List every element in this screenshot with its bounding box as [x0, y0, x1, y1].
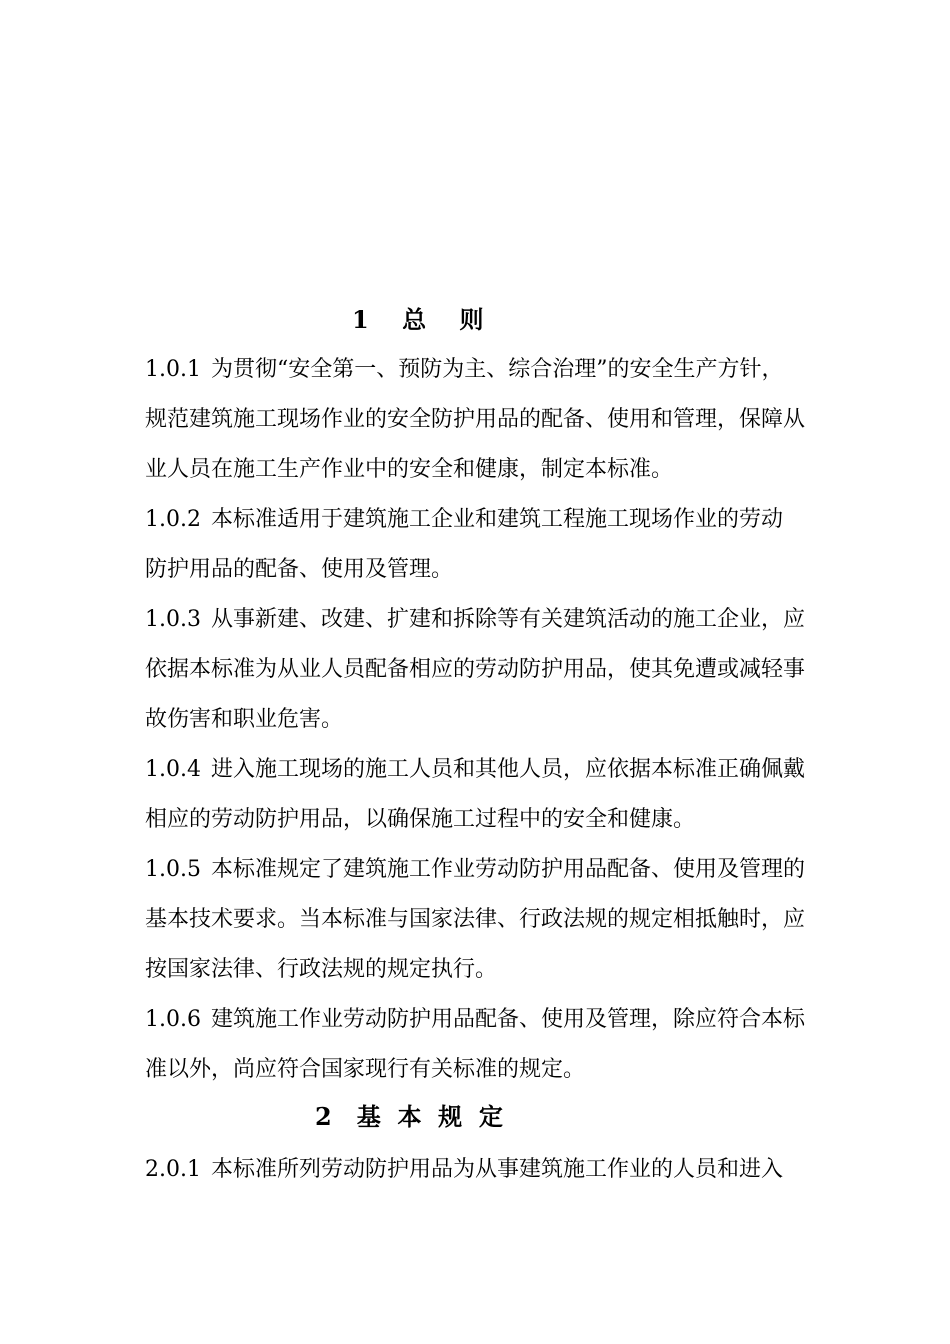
clause-2-0-1-line-1 [145, 1155, 783, 1185]
clause-1-0-5-line-3: 按国家法律、行政法规的规定执行。 [145, 957, 498, 982]
clause-text: 为贯彻“安全第一、预防为主、综合治理”的安全生产方针， [211, 357, 784, 382]
clause-number: 1.0.2 [145, 507, 201, 532]
clause-text: 本标准适用于建筑施工企业和建筑工程施工现场作业的劳动 [211, 507, 784, 532]
clause-number: 1.0.4 [145, 757, 201, 782]
clause-number: 1.0.5 [145, 857, 201, 882]
clause-number: 2.0.1 [145, 1157, 201, 1182]
clause-text: 从事新建、改建、扩建和拆除等有关建筑活动的施工企业，应 [211, 607, 806, 632]
clause-text: 本标准规定了建筑施工作业劳动防护用品配备、使用及管理的 [211, 857, 806, 882]
clause-1-0-1-line-2: 规范建筑施工现场作业的安全防护用品的配备、使用和管理，保障从 [145, 407, 806, 432]
clause-1-0-1-line-3: 业人员在施工生产作业中的安全和健康，制定本标准。 [145, 457, 674, 482]
clause-1-0-3-line-3: 故伤害和职业危害。 [145, 707, 344, 732]
clause-1-0-4-line-2: 相应的劳动防护用品，以确保施工过程中的安全和健康。 [145, 807, 696, 832]
clause-text: 本标准所列劳动防护用品为从事建筑施工作业的人员和进入 [211, 1157, 784, 1182]
section-2-heading: 2 基 本 规 定 [315, 1102, 503, 1131]
clause-1-0-6-line-1 [145, 1005, 805, 1035]
clause-number: 1.0.1 [145, 357, 201, 382]
clause-1-0-2-line-1 [145, 505, 783, 535]
clause-text: 建筑施工作业劳动防护用品配备、使用及管理，除应符合本标 [211, 1007, 806, 1032]
clause-1-0-2-line-2: 防护用品的配备、使用及管理。 [145, 557, 454, 582]
clause-text: 进入施工现场的施工人员和其他人员，应依据本标准正确佩戴 [211, 757, 806, 782]
clause-number: 1.0.6 [145, 1007, 201, 1032]
clause-1-0-6-line-2: 准以外，尚应符合国家现行有关标准的规定。 [145, 1057, 586, 1082]
clause-1-0-5-line-2: 基本技术要求。当本标准与国家法律、行政法规的规定相抵触时，应 [145, 907, 806, 932]
clause-number: 1.0.3 [145, 607, 201, 632]
clause-1-0-3-line-2: 依据本标准为从业人员配备相应的劳动防护用品，使其免遭或减轻事 [145, 657, 806, 682]
clause-1-0-4-line-1 [145, 755, 805, 785]
clause-1-0-1-line-1 [145, 355, 784, 385]
clause-1-0-5-line-1 [145, 855, 805, 885]
section-1-heading: 1 总 则 [352, 305, 484, 334]
clause-1-0-3-line-1 [145, 605, 805, 635]
